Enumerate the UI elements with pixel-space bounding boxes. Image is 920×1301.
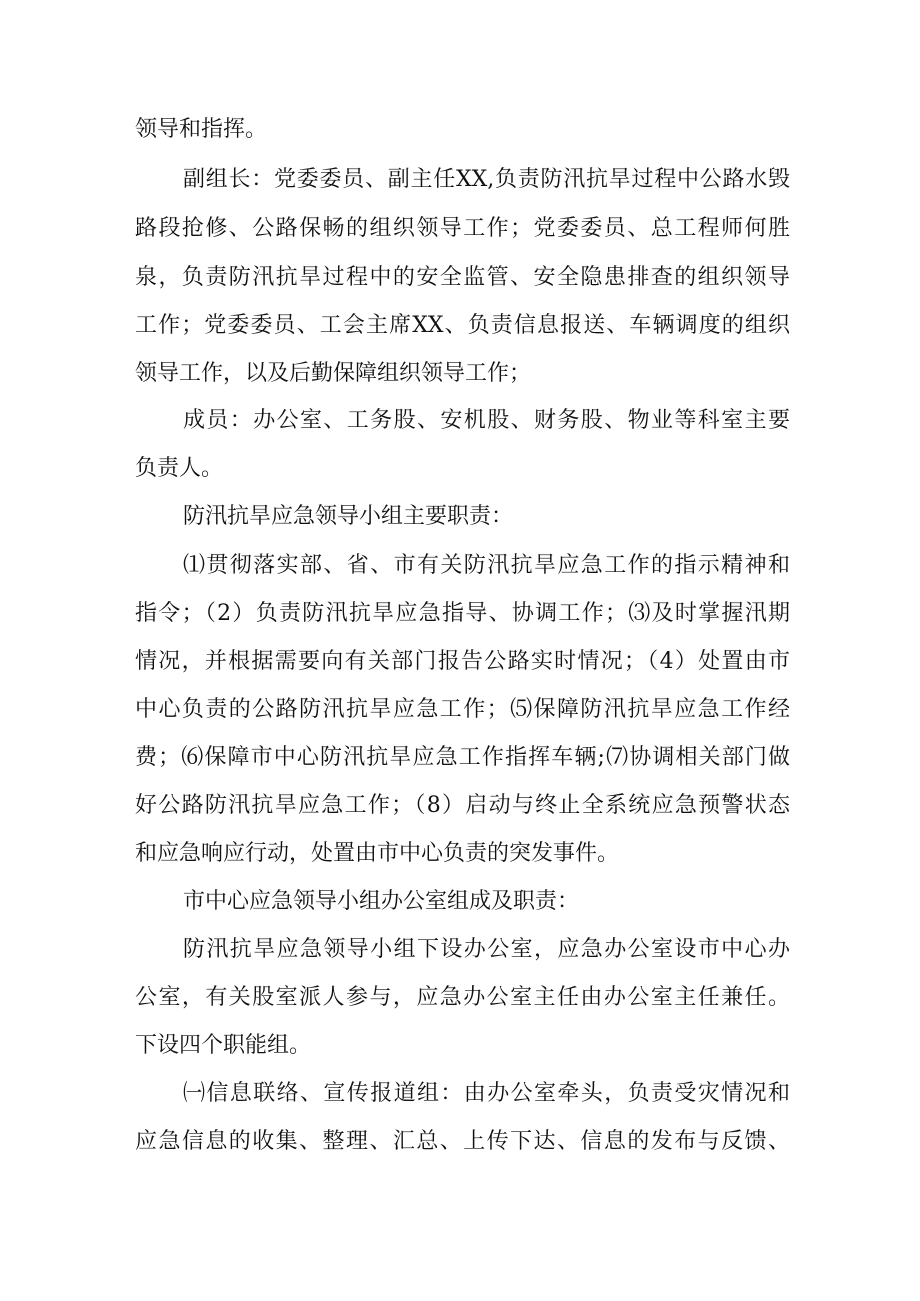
- text-line: 应急信息的收集、整理、汇总、上传下达、信息的发布与反馈、: [135, 1129, 790, 1154]
- text-line: 领导和指挥。: [135, 117, 268, 142]
- text-line: 泉，负责防汛抗旱过程中的安全监管、安全隐患排查的组织领导: [135, 265, 790, 290]
- text-line: 防汛抗旱应急领导小组主要职责：: [183, 504, 514, 529]
- text-line: 中心负责的公路防汛抗旱应急工作；⑸保障防汛抗旱应急工作经: [135, 697, 790, 722]
- text-line: 指令；（2）负责防汛抗旱应急指导、协调工作；⑶及时掌握汛期: [135, 601, 790, 626]
- text-line: 和应急响应行动，处置由市中心负责的突发事件。: [135, 841, 620, 866]
- text-line: 负责人。: [135, 456, 224, 481]
- text-line: 领导工作，以及后勤保障组织领导工作；: [135, 361, 532, 386]
- text-line: 费；⑹保障市中心防汛抗旱应急工作指挥车辆;⑺协调相关部门做: [135, 745, 790, 770]
- text-line: 情况，并根据需要向有关部门报告公路实时情况；（4）处置由市: [135, 649, 790, 674]
- text-line: 好公路防汛抗旱应急工作；（8）启动与终止全系统应急预警状态: [135, 793, 790, 818]
- text-line: 市中心应急领导小组办公室组成及职责：: [183, 889, 580, 914]
- text-line: 副组长：党委委员、副主任XX,负责防汛抗旱过程中公路水毁: [183, 167, 790, 192]
- text-line: ⑴贯彻落实部、省、市有关防汛抗旱应急工作的指示精神和: [183, 553, 790, 578]
- text-line: 下设四个职能组。: [135, 1033, 312, 1058]
- text-line: 路段抢修、公路保畅的组织领导工作；党委委员、总工程师何胜: [135, 216, 790, 241]
- text-line: 公室，有关股室派人参与，应急办公室主任由办公室主任兼任。: [135, 985, 790, 1010]
- text-line: 防汛抗旱应急领导小组下设办公室，应急办公室设市中心办: [183, 937, 790, 962]
- text-line: 工作；党委委员、工会主席XX、负责信息报送、车辆调度的组织: [135, 313, 790, 338]
- text-line: ㈠信息联络、宣传报道组：由办公室牵头，负责受灾情况和: [183, 1081, 790, 1106]
- text-line: 成员：办公室、工务股、安机股、财务股、物业等科室主要: [183, 408, 790, 433]
